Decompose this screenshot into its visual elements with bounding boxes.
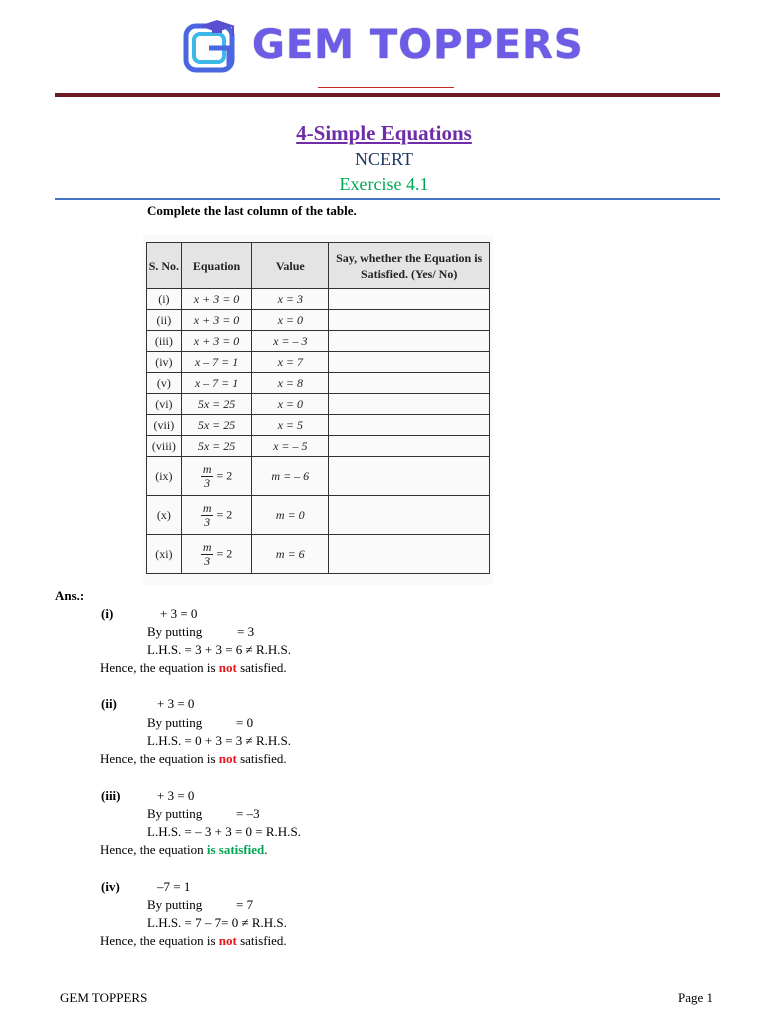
row-equation	[181, 535, 252, 574]
table-row	[147, 496, 490, 535]
row-no: (vi)	[147, 394, 182, 415]
row-value: x = 7	[252, 352, 329, 373]
row-equation: x + 3 = 0	[181, 331, 252, 352]
conclusion-tail: .	[264, 842, 268, 857]
header-equation: Equation	[181, 243, 252, 289]
row-value: m = – 6	[252, 457, 329, 496]
putting-label: By putting	[147, 806, 203, 821]
row-value: m = 0	[252, 496, 329, 535]
row-answer-cell	[329, 415, 490, 436]
row-no: (v)	[147, 373, 182, 394]
putting-value: = –3	[236, 806, 260, 821]
part-equation: + 3 = 0	[157, 788, 195, 803]
table-row	[147, 457, 490, 496]
table-row	[147, 352, 490, 373]
header-sno: S. No.	[147, 243, 182, 289]
table-row	[147, 331, 490, 352]
ncert-subtitle: NCERT	[355, 149, 413, 169]
row-equation: 5x = 25	[181, 436, 252, 457]
equation-table	[146, 242, 490, 574]
row-no: (vii)	[147, 415, 182, 436]
row-equation: x + 3 = 0	[181, 289, 252, 310]
row-no: (xi)	[147, 535, 182, 574]
row-equation: x – 7 = 1	[181, 352, 252, 373]
row-answer-cell	[329, 310, 490, 331]
row-no: (viii)	[147, 436, 182, 457]
row-no: (iv)	[147, 352, 182, 373]
table-row	[147, 289, 490, 310]
row-value: x = 0	[252, 310, 329, 331]
putting-value: = 3	[237, 624, 255, 639]
exercise-subtitle: Exercise 4.1	[339, 174, 429, 194]
row-answer-cell	[329, 535, 490, 574]
putting-value: = 7	[236, 897, 254, 912]
lhs-line: L.H.S. = 0 + 3 = 3 ≠ R.H.S.	[147, 733, 291, 748]
row-answer-cell	[329, 331, 490, 352]
putting-label: By putting	[147, 624, 203, 639]
header-satisfied: Say, whether the Equation is Satisfied. (Yes/ No)	[329, 243, 490, 289]
conclusion-tail: satisfied.	[240, 933, 287, 948]
header-value: Value	[252, 243, 329, 289]
part-number: (ii)	[101, 696, 117, 711]
row-value: x = 0	[252, 394, 329, 415]
section-divider	[55, 198, 720, 200]
conclusion-line	[100, 659, 287, 677]
table-row	[147, 394, 490, 415]
lhs-line: L.H.S. = – 3 + 3 = 0 = R.H.S.	[147, 824, 301, 839]
table-row	[147, 436, 490, 457]
row-equation: 5x = 25	[181, 394, 252, 415]
fraction-denominator: 3	[204, 475, 211, 490]
verdict-not: not	[218, 933, 237, 948]
row-equation	[181, 496, 252, 535]
conclusion-text: Hence, the equation	[100, 842, 204, 857]
logo-underline	[318, 87, 454, 88]
page-number: Page 1	[678, 990, 714, 1005]
row-value: x = 5	[252, 415, 329, 436]
question-text: Complete the last column of the table.	[147, 203, 357, 218]
row-answer-cell	[329, 457, 490, 496]
row-answer-cell	[329, 373, 490, 394]
row-no: (ii)	[147, 310, 182, 331]
putting-label: By putting	[147, 897, 203, 912]
part-number: (iv)	[101, 879, 120, 894]
part-number: (i)	[101, 606, 114, 621]
row-answer-cell	[329, 436, 490, 457]
row-no: (iii)	[147, 331, 182, 352]
lhs-line: L.H.S. = 3 + 3 = 6 ≠ R.H.S.	[147, 642, 291, 657]
row-answer-cell	[329, 352, 490, 373]
fraction	[201, 463, 214, 490]
lhs-line: L.H.S. = 7 – 7= 0 ≠ R.H.S.	[147, 915, 287, 930]
conclusion-tail: satisfied.	[240, 660, 287, 675]
row-equation: x – 7 = 1	[181, 373, 252, 394]
row-value: x = – 3	[252, 331, 329, 352]
part-number: (iii)	[101, 788, 121, 803]
verdict-satisfied: is satisfied	[206, 842, 265, 857]
row-value: x = 3	[252, 289, 329, 310]
row-no: (x)	[147, 496, 182, 535]
part-equation: + 3 = 0	[157, 696, 195, 711]
fraction	[201, 541, 214, 568]
footer-brand: GEM TOPPERS	[60, 990, 148, 1005]
conclusion-tail: satisfied.	[240, 751, 287, 766]
header-divider	[55, 93, 720, 97]
table-row	[147, 535, 490, 574]
fraction-numerator: m	[202, 461, 212, 476]
row-equation: 5x = 25	[181, 415, 252, 436]
row-no: (i)	[147, 289, 182, 310]
fraction	[201, 502, 214, 529]
fraction-denominator: 3	[204, 514, 211, 529]
table-row	[147, 415, 490, 436]
conclusion-line	[100, 841, 268, 859]
table-header-row	[147, 243, 490, 289]
row-value: x = – 5	[252, 436, 329, 457]
conclusion-line	[100, 932, 287, 950]
row-answer-cell	[329, 394, 490, 415]
verdict-not: not	[218, 660, 237, 675]
table-row	[147, 373, 490, 394]
verdict-not: not	[218, 751, 237, 766]
row-answer-cell	[329, 496, 490, 535]
row-equation	[181, 457, 252, 496]
row-value: x = 8	[252, 373, 329, 394]
graduation-cap-g-icon	[183, 14, 243, 74]
part-equation: –7 = 1	[157, 879, 191, 894]
conclusion-text: Hence, the equation is	[100, 751, 216, 766]
fraction-numerator: m	[202, 539, 212, 554]
row-no: (ix)	[147, 457, 182, 496]
conclusion-text: Hence, the equation is	[100, 660, 216, 675]
row-equation: x + 3 = 0	[181, 310, 252, 331]
chapter-title: 4-Simple Equations	[296, 121, 472, 145]
fraction-denominator: 3	[204, 553, 211, 568]
row-answer-cell	[329, 289, 490, 310]
equation-rhs: = 2	[216, 467, 233, 482]
logo-text: GEM TOPPERS	[252, 22, 584, 68]
fraction-numerator: m	[202, 500, 212, 515]
equation-rhs: = 2	[216, 545, 233, 560]
table-row	[147, 310, 490, 331]
conclusion-text: Hence, the equation is	[100, 933, 216, 948]
putting-value: = 0	[236, 715, 254, 730]
putting-label: By putting	[147, 715, 203, 730]
conclusion-line	[100, 750, 287, 768]
equation-rhs: = 2	[216, 506, 233, 521]
part-equation: + 3 = 0	[160, 606, 198, 621]
row-value: m = 6	[252, 535, 329, 574]
answer-label: Ans.:	[55, 588, 85, 603]
